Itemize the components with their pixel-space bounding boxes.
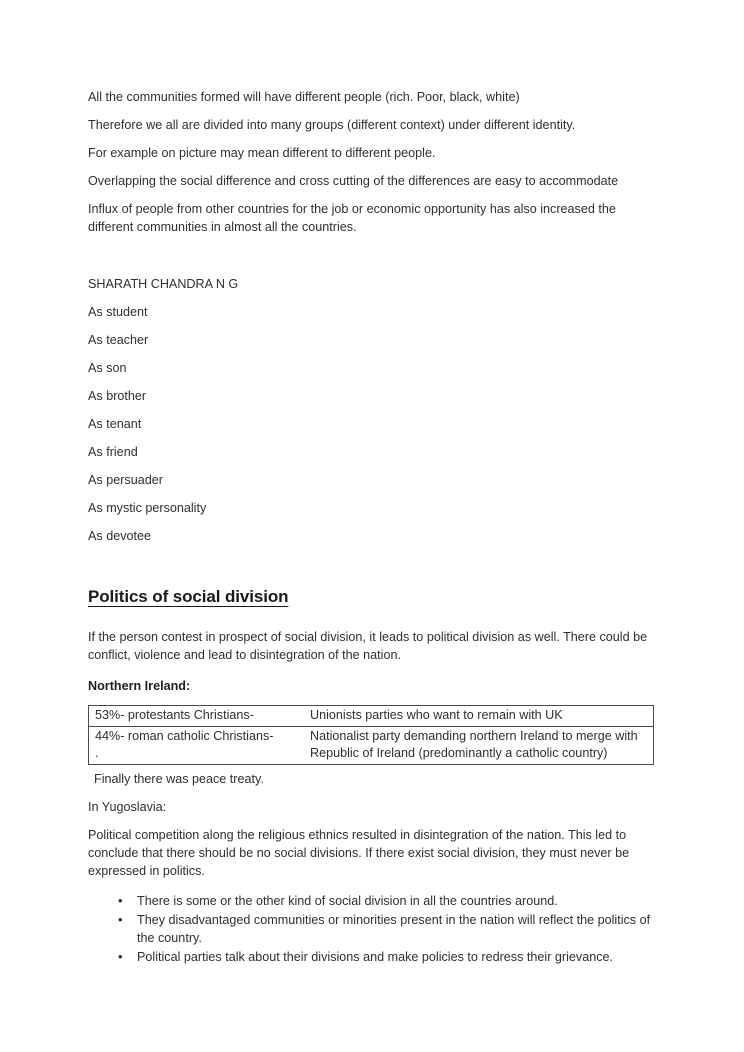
author-name: SHARATH CHANDRA N G	[88, 277, 239, 291]
case-label-yugoslavia: In Yugoslavia:	[88, 800, 167, 814]
list-item: • They disadvantaged communities or minorities present in the nation will reflect the politics of the country.	[118, 911, 656, 948]
list-item: • There is some or the other kind of social division in all the countries around.	[118, 892, 656, 911]
case-two-paragraph: Political competition along the religious ethnics resulted in disintegration of the nation. This led to conclude that there should be no social divisions. If there exist social division, they must never be expressed in politics.	[88, 828, 630, 878]
table-row	[89, 727, 654, 765]
table-cell-description	[304, 727, 654, 765]
page-title: Politics of social division	[88, 587, 289, 606]
role-item: As friend	[88, 445, 138, 459]
role-item: As persuader	[88, 473, 163, 487]
case-label-northern-ireland: Northern Ireland:	[88, 679, 191, 693]
section-heading-wrapper	[88, 586, 656, 609]
intro-paragraph: For example on picture may mean different to different people.	[88, 146, 436, 160]
table-row	[89, 706, 654, 727]
role-item: As student	[88, 305, 148, 319]
document-body	[88, 88, 656, 966]
table-cell-description-text: Nationalist party demanding northern Ireland to merge with	[310, 729, 638, 743]
role-item: As devotee	[88, 529, 152, 543]
list-item: • Political parties talk about their divisions and make policies to redress their grievance.	[118, 948, 656, 967]
intro-paragraph: Overlapping the social difference and cross cutting of the differences are easy to accommodate	[88, 174, 619, 188]
northern-ireland-table	[88, 705, 654, 765]
section-intro-paragraph: If the person contest in prospect of social division, it leads to political division as well. There could be conflict, violence and lead to disintegration of the nation.	[88, 630, 648, 662]
table-cell-group-extra: .	[95, 746, 99, 760]
intro-section	[88, 88, 656, 236]
table-cell-description	[304, 706, 654, 727]
role-item: As brother	[88, 389, 147, 403]
intro-paragraph: Therefore we all are divided into many groups (different context) under different identity.	[88, 118, 576, 132]
intro-paragraph: All the communities formed will have different people (rich. Poor, black, white)	[88, 90, 520, 104]
table-cell-description-text: Unionists parties who want to remain with UK	[310, 708, 563, 722]
role-item: As mystic personality	[88, 501, 207, 515]
conclusion-bullet-list	[88, 892, 656, 966]
table-cell-group-text: 44%- roman catholic Christians-	[95, 729, 274, 743]
table-cell-group-text: 53%- protestants Christians-	[95, 708, 254, 722]
table-cell-group	[89, 706, 305, 727]
role-item: As tenant	[88, 417, 142, 431]
intro-paragraph: Influx of people from other countries for the job or economic opportunity has also increased the different communities in almost all the countries.	[88, 202, 616, 234]
role-item: As son	[88, 361, 127, 375]
roles-section	[88, 275, 656, 545]
role-item: As teacher	[88, 333, 149, 347]
table-cell-group	[89, 727, 305, 765]
table-cell-description-extra: Republic of Ireland (predominantly a catholic country)	[310, 746, 608, 760]
table-followup-text: Finally there was peace treaty.	[94, 772, 264, 786]
